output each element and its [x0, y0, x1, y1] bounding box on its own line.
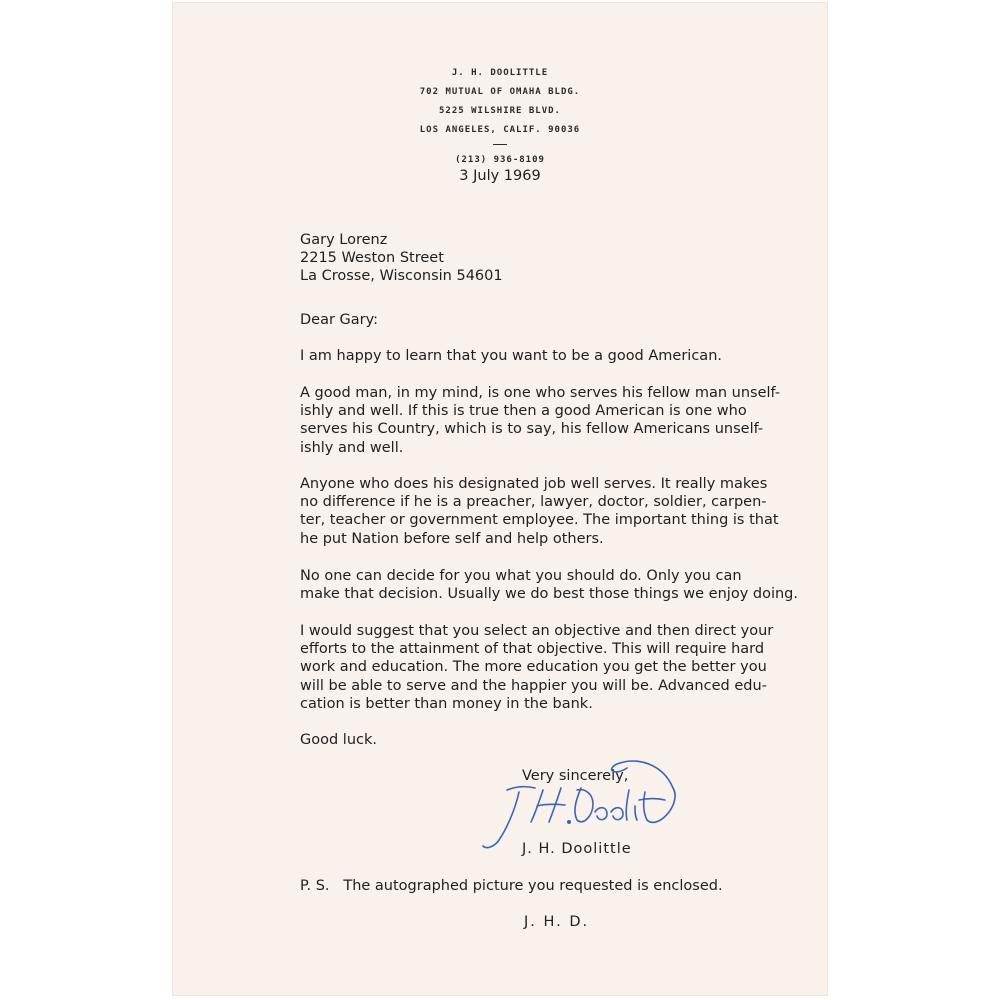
recipient-address [300, 231, 503, 286]
body-line: ter, teacher or government employee. The important thing is that [300, 512, 779, 529]
typed-name: J. H. Doolittle [522, 841, 632, 857]
letter-paper [172, 2, 828, 996]
paragraph-6 [300, 731, 377, 749]
body-line: make that decision. Usually we do best those things we enjoy doing. [300, 586, 798, 603]
body-line: cation is better than money in the bank. [300, 695, 593, 712]
paragraph-2 [300, 384, 780, 457]
paragraph-4 [300, 567, 798, 603]
signature-stroke [575, 788, 593, 822]
signature-stroke [595, 808, 607, 820]
initials [524, 913, 589, 931]
recipient-street: 2215 Weston Street [300, 250, 444, 267]
letterhead-address-2: 5225 WILSHIRE BLVD. [439, 106, 561, 116]
body-line: I am happy to learn that you want to be a good American. [300, 348, 722, 364]
body-line: No one can decide for you what you should do. Only you can [300, 568, 742, 584]
signature-dot [568, 821, 570, 823]
signature-stroke [612, 761, 673, 788]
signature-stroke [626, 790, 629, 820]
letter-date: 3 July 1969 [459, 168, 541, 184]
letterhead-name: J. H. DOOLITTLE [451, 68, 549, 78]
letterhead [172, 64, 828, 170]
letterhead-phone: (213) 936-8109 [455, 155, 545, 165]
paragraph-5 [300, 622, 773, 713]
letterhead-address-1: 702 MUTUAL OF OMAHA BLDG. [419, 87, 581, 97]
salutation-text: Dear Gary: [300, 312, 379, 328]
letterhead-divider [493, 144, 507, 145]
recipient-name: Gary Lorenz [300, 232, 388, 248]
signature-stroke [639, 799, 665, 801]
body-line: Good luck. [300, 732, 377, 748]
body-line: I would suggest that you select an objective and then direct your [300, 623, 774, 639]
paragraph-1 [300, 347, 722, 365]
postscript [300, 877, 723, 895]
typed-signature [522, 840, 632, 858]
signature-stroke [635, 806, 637, 820]
body-line: no difference if he is a preacher, lawyer, doctor, soldier, carpen- [300, 494, 767, 511]
body-line: serves his Country, which is to say, his fellow Americans unself- [300, 421, 764, 438]
body-line: work and education. The more education you get the better you [300, 659, 767, 676]
signature-stroke [483, 792, 519, 848]
paragraph-3 [300, 475, 779, 548]
recipient-city: La Crosse, Wisconsin 54601 [300, 268, 503, 285]
salutation [300, 311, 378, 329]
body-line: ishly and well. [300, 439, 404, 456]
body-line: he put Nation before self and help others. [300, 530, 604, 547]
body-line: will be able to serve and the happier you will be. Advanced edu- [300, 677, 767, 694]
body-line: ishly and well. If this is true then a good American is one who [300, 403, 747, 420]
initials-text: J. H. D. [524, 914, 590, 930]
signature-stroke [537, 804, 565, 806]
signature-stroke [644, 788, 675, 822]
body-line: Anyone who does his designated job well serves. It really makes [300, 476, 768, 492]
signature-stroke [611, 808, 623, 820]
signature-stroke [507, 787, 535, 790]
letterhead-address-3: LOS ANGELES, CALIF. 90036 [419, 125, 581, 135]
closing-text: Very sincerely, [522, 768, 629, 784]
body-line: A good man, in my mind, is one who serves his fellow man unself- [300, 385, 781, 401]
body-line: efforts to the attainment of that objective. This will require hard [300, 641, 765, 658]
postscript-text: P. S. The autographed picture you requested is enclosed. [300, 878, 723, 894]
